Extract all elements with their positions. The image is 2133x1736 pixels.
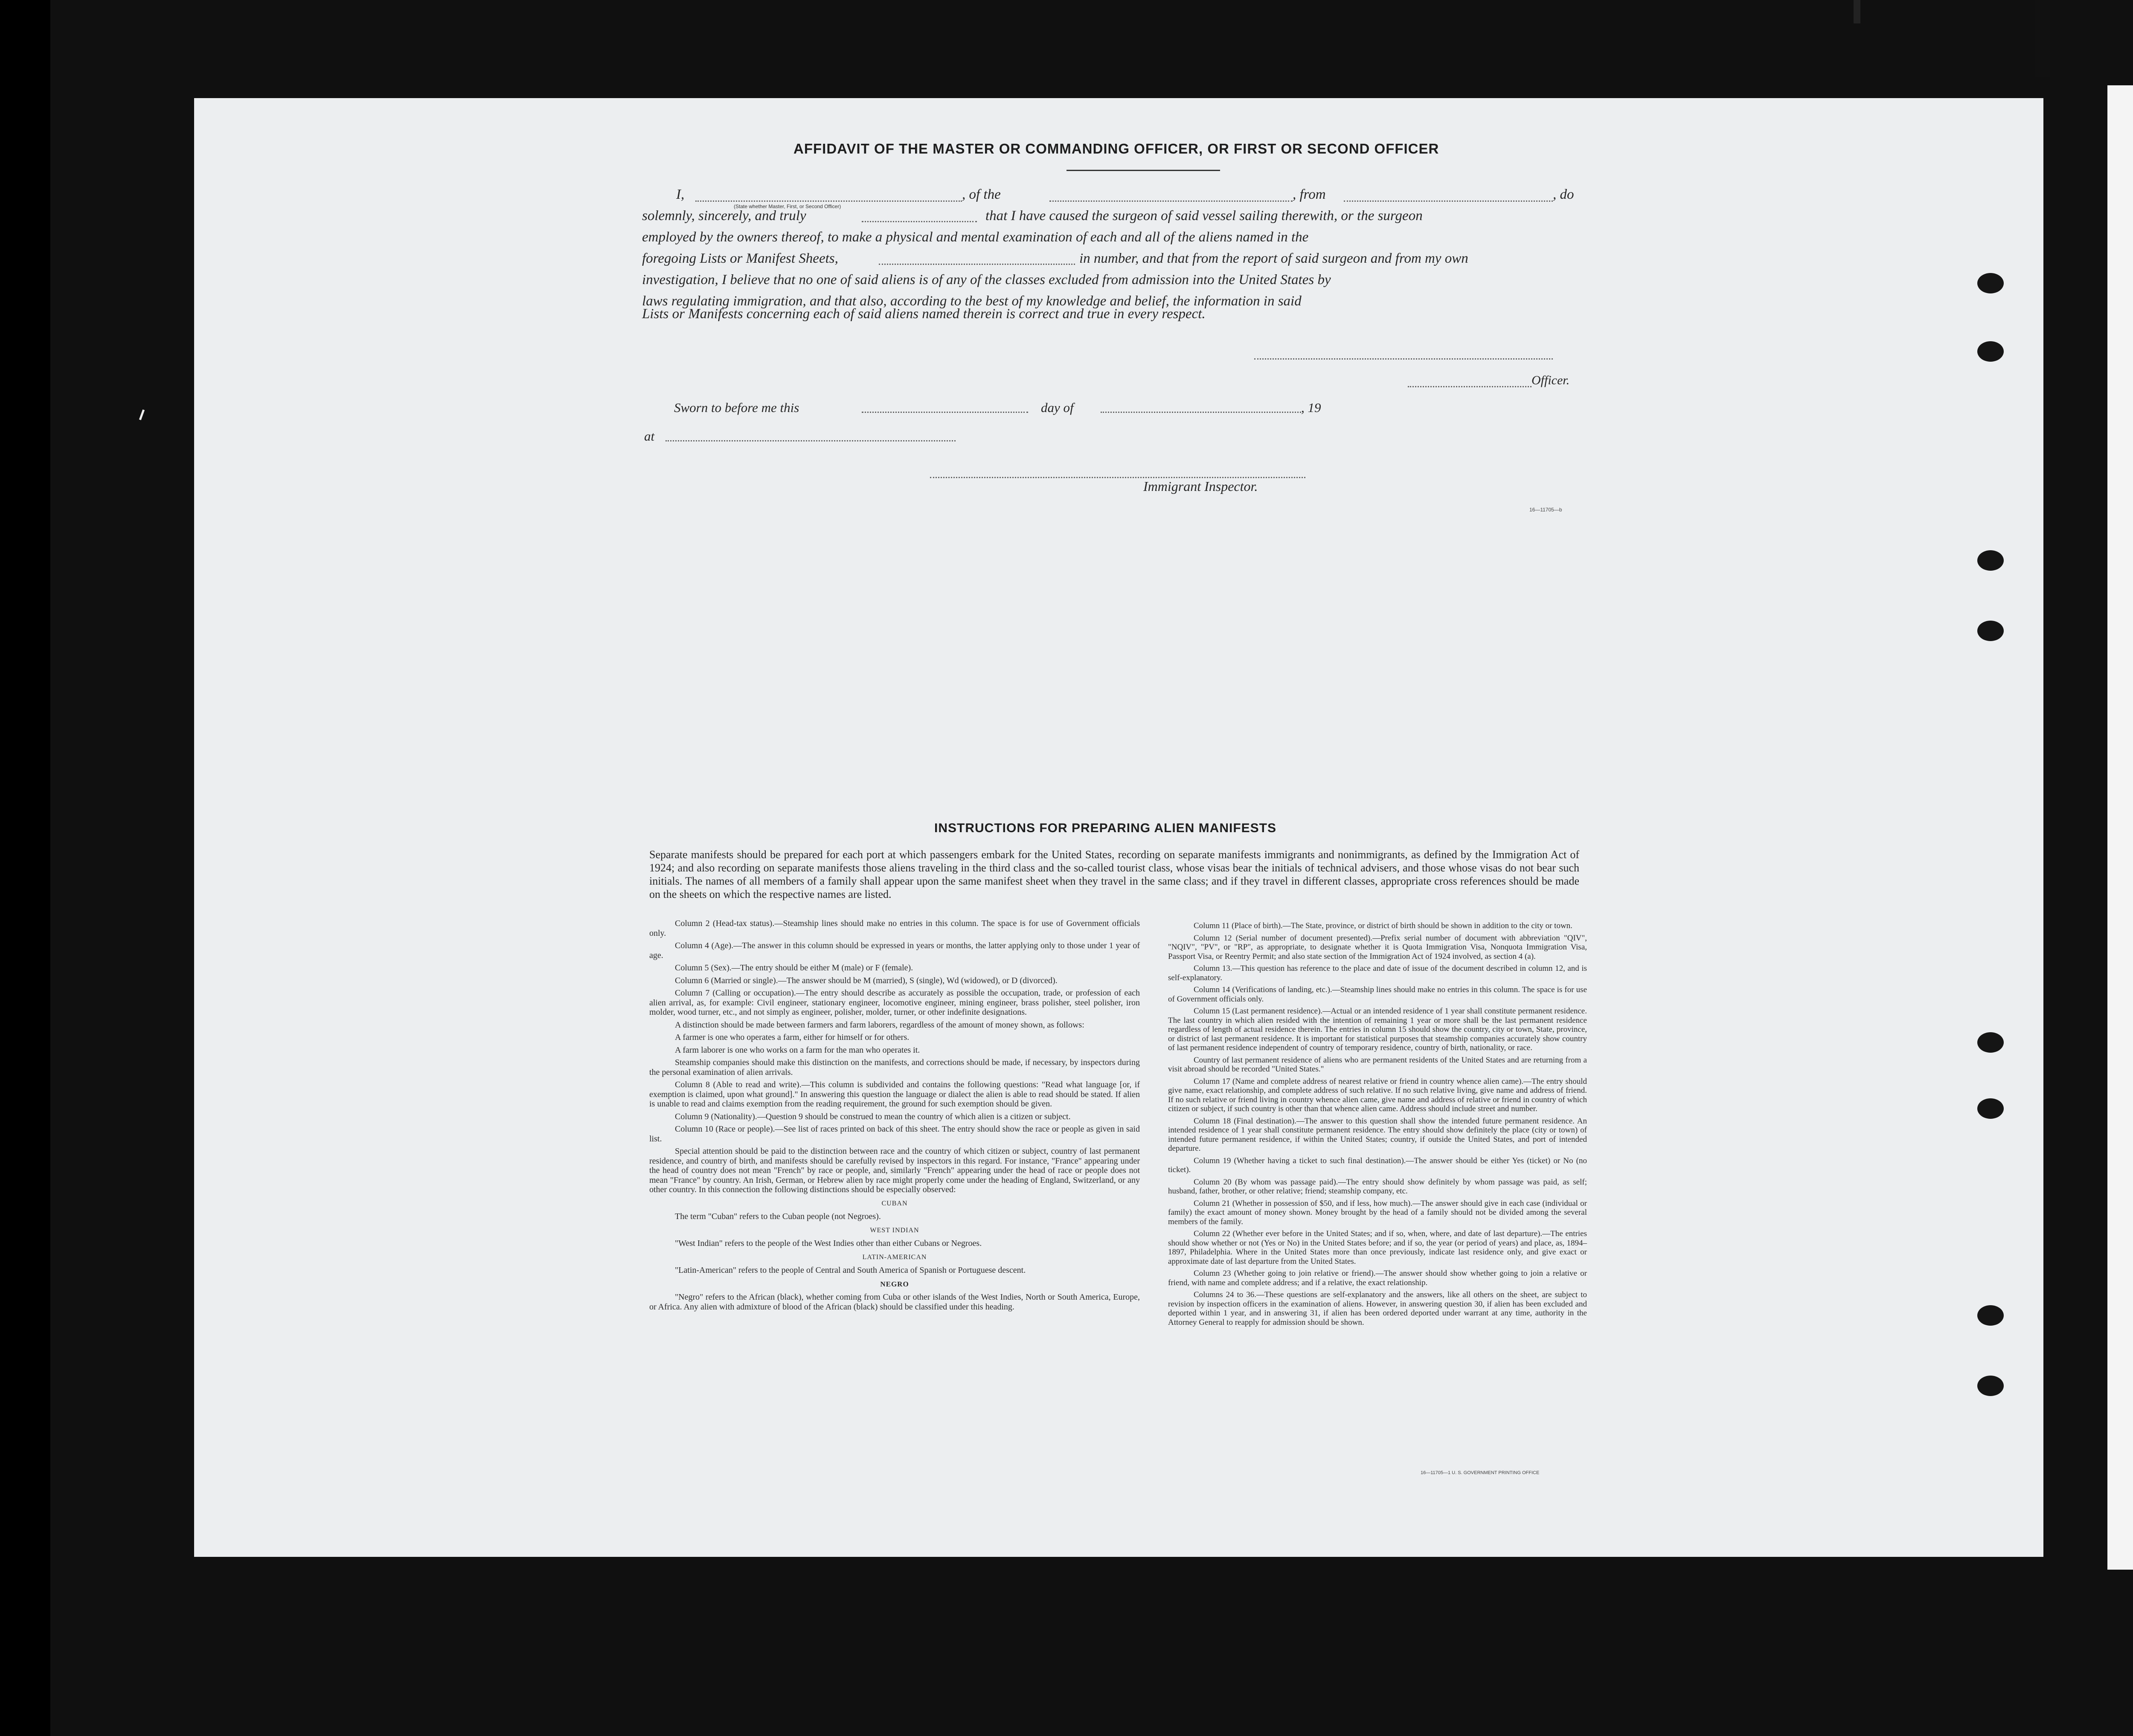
negro-definition: "Negro" refers to the African (black), whether coming from Cuba or other islands of the West Indies, North or South America, Europe, or Africa. Any alien with admixture of blood of the African (black) should be classified under this heading. [649,1292,1140,1312]
farm-laborer-definition: A farm laborer is one who works on a farm for the man who operates it. [675,1045,920,1055]
affidavit-line-4a: foregoing Lists or Manifest Sheets, [642,251,838,266]
affidavit-title: AFFIDAVIT OF THE MASTER OR COMMANDING OFFICER, OR FIRST OR SECOND OFFICER [793,141,1439,157]
column-11-instruction: Column 11 (Place of birth).—The State, province, or district of birth should be shown in addition to the city or town. [1194,921,1572,930]
affidavit-do-label: , do [1553,187,1574,202]
affidavit-line-2a: solemnly, sincerely, and truly [642,208,806,224]
latin-american-heading: LATIN-AMERICAN [862,1253,927,1261]
day-of-label: day of [1041,400,1074,415]
column-5-instruction: Column 5 (Sex).—The entry should be either M (male) or F (female). [675,963,913,973]
month-blank [1101,412,1301,413]
sworn-date-blank [862,412,1028,413]
punch-hole [1977,621,2004,641]
column-20-instruction: Column 20 (By whom was passage paid).—The entry should show definitely by whom passage was paid, as self; husband, father, brother, or other relative; friend; steamship company, etc. [1168,1177,1587,1196]
place-blank [665,440,956,441]
officer-label: Officer. [1531,373,1570,387]
column-18-instruction: Column 18 (Final destination).—The answer to this question shall show the intended future permanent residence. An intended residence of 1 year shall constitute permanent residence. The entry should show definitely the place (city or town) of intended future permanent residence, if within the United States; country, if outside the United States, and port of intended departure. [1168,1116,1587,1153]
west-indian-heading: WEST INDIAN [870,1226,919,1234]
race-distinction-note: Special attention should be paid to the distinction between race and the country of which citizen or subject, country of last permanent residence, and country of birth, and manifests should be carefully revised by inspectors in this regard. For instance, "France" appearing under the head of country does not mean "French" by race or people, and, similarly "French" appearing under the head of race or people does not mean "France" by country. An Irish, German, or Hebrew alien by race might properly come under the heading of England, Switzerland, or any other country. In this connection the following distinctions should be especially observed: [649,1147,1140,1194]
punch-hole [1977,341,2004,362]
column-2-instruction: Column 2 (Head-tax status).—Steamship lines should make no entries in this column. The space is for use of Government officials only. [649,919,1140,938]
column-9-instruction: Column 9 (Nationality).—Question 9 should be construed to mean the country of which alien is a citizen or subject. [675,1112,1071,1121]
cuban-heading: CUBAN [881,1199,908,1207]
instructions-intro: Separate manifests should be prepared for each port at which passengers embark for the United States, recording on separate manifests immigrants and nonimmigrants, as defined by the Immigration Act of 1924; and also recording on separate manifests those aliens traveling in the third class and the so-called tourist class, whose visas bear the initials of technical advisers, and those whose visas do not bear such initials. The names of all members of a family shall appear upon the same manifest sheet when they travel in the same class; and if they travel in different classes, appropriate cross references should be made on the sheets on which the respective names are listed. [649,848,1579,900]
column-12-instruction: Column 12 (Serial number of document presented).—Prefix serial number of document with abbreviation "QIV", "NQIV", "PV", or "RP", as appropriate, to designate whether it is Quota Immigration Visa, Nonquota Immigration Visa, Passport Visa, or Reentry Permit; and also state section of the Immigration Act of 1924 involved, as section 4 (a). [1168,933,1587,961]
affidavit-line-5: investigation, I believe that no one of said aliens is of any of the classes excluded from admission into the United States by [642,272,1331,287]
instructions-right-column [1168,921,1587,1330]
title-rule [1066,170,1220,171]
negro-heading: NEGRO [880,1280,909,1288]
affidavit-line-6: laws regulating immigration, and that also, according to the best of my knowledge and belief, the information in said [642,293,1302,309]
punched-strip [2107,85,2133,1570]
affidavit-line-4b: in number, and that from the report of said surgeon and from my own [1079,251,1468,266]
column-7-instruction: Column 7 (Calling or occupation).—The entry should describe as accurately as possible the occupation, trade, or profession of each alien arrival, as, for example: Civil engineer, stationary engineer, locomotive engineer, mining engineer, brass polisher, steel polisher, iron molder, wood turner, etc., and not simply as engineer, polisher, molder, turner, or other indefinite designations. [649,988,1140,1017]
affidavit-line-3: employed by the owners thereof, to make a physical and mental examination of each and all of the aliens named in the [642,229,1309,245]
column-23-instruction: Column 23 (Whether going to join relative or friend).—The answer should show whether going to join a relative or friend, with name and complete address; and if a relative, the exact relationship. [1168,1269,1587,1287]
rank-instruction-note: (State whether Master, First, or Second Officer) [734,203,841,209]
ink-speck [139,409,145,420]
instructions-left-column [649,919,1140,1315]
columns-24-36-instruction: Columns 24 to 36.—These questions are self-explanatory and the answers, like all others on the sheet, are subject to revision by inspection officers in the examination of aliens. However, in answering question 30, if alien has been excluded and deported within 1 year, and in answering 31, if alien has been ordered deported under warrant at any time, authority in the Attorney General to reapply for admission should be shown. [1168,1290,1587,1327]
column-15-instruction: Column 15 (Last permanent residence).—Actual or an intended residence of 1 year shall constitute permanent residence. The last country in which alien resided with the intention of remaining 1 year or more shall be the last permanent residence regardless of length of actual residence therein. The entries in column 15 should show the country, city or town, State, province, or district of last permanent residence. It is important for statistical purposes that steamship companies accurately show country of last permanent residence independent of country of temporary residence, country of birth, nationality, or race. [1168,1007,1587,1052]
printing-office-note: 16—11705—1 U. S. GOVERNMENT PRINTING OFFICE [1421,1470,1540,1475]
affidavit-line-2b: that I have caused the surgeon of said vessel sailing therewith, or the surgeon [985,208,1423,224]
officer-signature-line-2 [1408,386,1531,387]
punch-hole [1977,550,2004,571]
column-19-instruction: Column 19 (Whether having a ticket to such final destination).—The answer should be either Yes (ticket) or No (no ticket). [1168,1156,1587,1174]
cuban-definition: The term "Cuban" refers to the Cuban people (not Negroes). [675,1212,881,1221]
column-6-instruction: Column 6 (Married or single).—The answer should be M (married), S (single), Wd (widowed), or D (divorced). [675,975,1058,985]
film-frame-mark [2035,0,2050,77]
column-22-instruction: Column 22 (Whether ever before in the United States; and if so, when, where, and date of last departure).—The entries should show whether or not (Yes or No) in the United States before; and if so, the year (or period of years) and place, as, 1894–1897, Philadelphia. Where in the United States more than once previously, indicate last residence only, and give exact or approximate date of last departure from the United States. [1168,1229,1587,1266]
at-label: at [644,429,655,444]
sworn-statement: Sworn to before me this [674,400,799,415]
latin-american-definition: "Latin-American" refers to the people of Central and South America of Spanish or Portuguese descent. [675,1266,1026,1275]
column-8-instruction: Column 8 (Able to read and write).—This column is subdivided and contains the following questions: "Read what language [or, if exemption is claimed, upon what ground]." In answering this question the language or dialect the alien is able to read should be stated. If alien is unable to read and claims exemption from the reading requirement, the ground for such exemption should be given. [649,1080,1140,1109]
year-label: , 19 [1301,400,1321,415]
west-indian-definition: "West Indian" refers to the people of the West Indies other than either Cubans or Negroes. [675,1239,982,1248]
column-21-instruction: Column 21 (Whether in possession of $50, and if less, how much).—The answer should give in each case (individual or family) the exact amount of money shown. Money brought by the head of a family should not be divided among the several members of the family. [1168,1199,1587,1226]
affidavit-from-label: , from [1293,187,1326,202]
officer-rank-blank [695,200,962,202]
residence-note: Country of last permanent residence of aliens who are permanent residents of the United States and are returning from a visit abroad should be recorded "United States." [1168,1055,1587,1074]
farmer-definition: A farmer is one who operates a farm, either for himself or for others. [675,1033,910,1042]
form-number: 16—11705—b [1529,507,1562,513]
film-edge-left [0,0,50,1736]
farmer-distinction: A distinction should be made between farmers and farm laborers, regardless of the amount of money shown, as follows: [675,1020,1084,1030]
column-14-instruction: Column 14 (Verifications of landing, etc.).—Steamship lines should make no entries in this column. The space is for use of Government officials only. [1168,985,1587,1004]
affidavit-line-7: Lists or Manifests concerning each of said aliens named therein is correct and true in every respect. [642,306,1206,322]
steamship-note: Steamship companies should make this distinction on the manifests, and corrections should be made, if necessary, by inspectors during the personal examination of alien arrivals. [649,1058,1140,1077]
affidavit-i-label: I, [676,187,685,202]
inspector-label: Immigrant Inspector. [1143,479,1258,494]
punch-hole [1977,1305,2004,1326]
column-4-instruction: Column 4 (Age).—The answer in this column should be expressed in years or months, the latter applying only to those under 1 year of age. [649,941,1140,960]
film-frame-mark [1854,0,1860,23]
instructions-title: INSTRUCTIONS FOR PREPARING ALIEN MANIFESTS [934,821,1277,835]
punch-hole [1977,1032,2004,1053]
punch-hole [1977,273,2004,293]
affidavit-of-the-label: , of the [962,187,1001,202]
sheet-count-blank [879,264,1075,265]
column-13-instruction: Column 13.—This question has reference to the place and date of issue of the document described in column 12, and is self-explanatory. [1168,964,1587,982]
vessel-name-blank [1049,200,1293,202]
column-17-instruction: Column 17 (Name and complete address of nearest relative or friend in country whence alien came).—The entry should give name, exact relationship, and complete address of such relative. If no such relative living, give name and address of friend. If no such relative or friend living in country whence alien came, give name and address of relative or friend in country of which citizen or subject, if such country is other than that whence alien came. Address should include street and number. [1168,1077,1587,1113]
inspector-signature-line [930,477,1305,478]
punch-hole [1977,1098,2004,1119]
punch-hole [1977,1376,2004,1396]
departure-port-blank [1344,200,1553,202]
officer-signature-line-1 [1254,358,1553,360]
column-10-instruction: Column 10 (Race or people).—See list of races printed on back of this sheet. The entry should show the race or people as given in said list. [649,1124,1140,1144]
affidavit-line-2-blank [862,221,977,222]
